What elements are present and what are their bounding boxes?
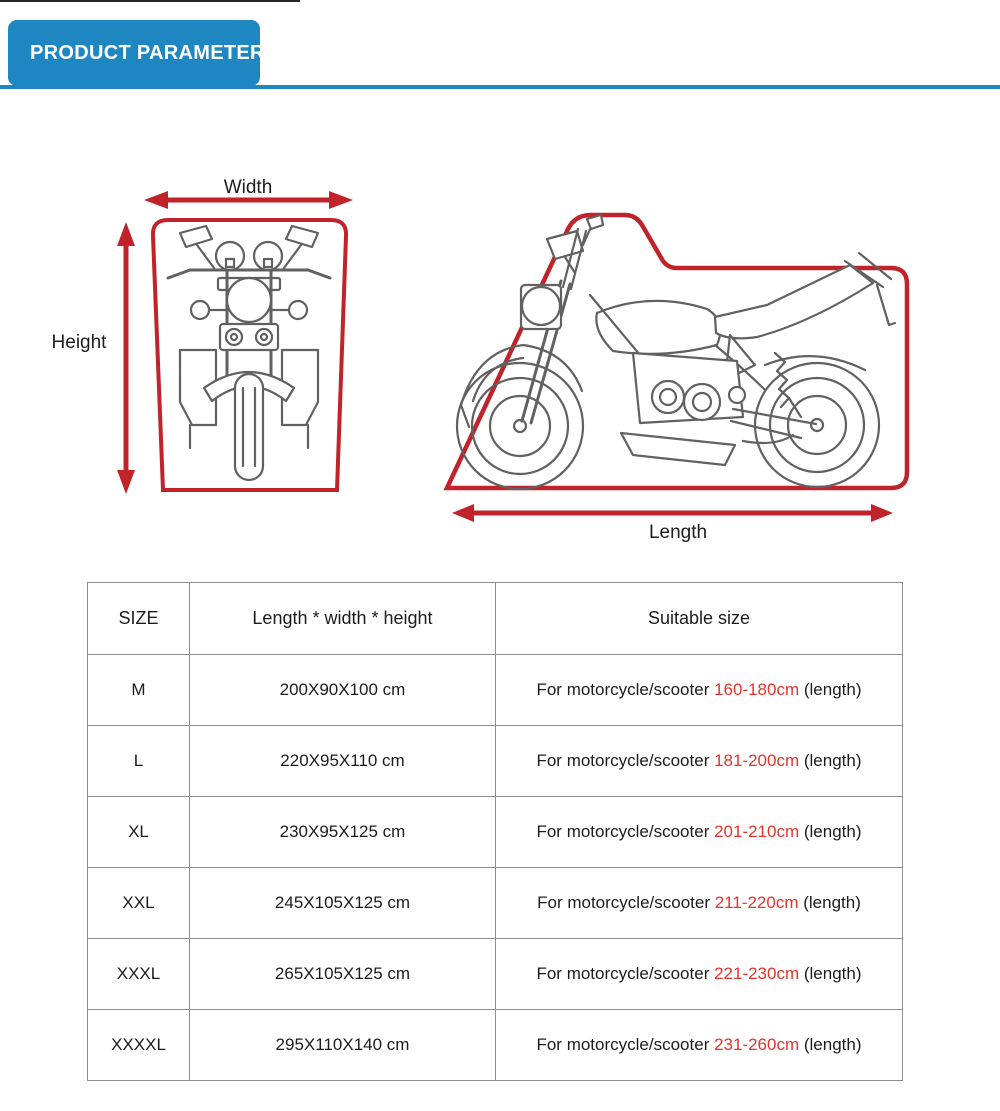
suitable-range: 160-180cm: [714, 680, 800, 699]
length-arrow: [452, 504, 893, 522]
table-row: [88, 797, 903, 868]
table-row: [88, 1010, 903, 1081]
size-table: [87, 582, 903, 1081]
size-cell: XXXXL: [88, 1010, 190, 1081]
dimensions-cell: 265X105X125 cm: [190, 939, 496, 1010]
table-row: [88, 868, 903, 939]
suitable-range: 201-210cm: [714, 822, 800, 841]
suitable-range: 181-200cm: [714, 751, 800, 770]
suitable-cell: For motorcycle/scooter 221-230cm (length): [496, 939, 903, 1010]
col-header-dimensions: Length * width * height: [190, 583, 496, 655]
suitable-range: 231-260cm: [714, 1035, 800, 1054]
suitable-range: 221-230cm: [714, 964, 800, 983]
motorcycle-front-art: [168, 226, 330, 480]
size-cell: L: [88, 726, 190, 797]
table-row: [88, 655, 903, 726]
dimensions-cell: 220X95X110 cm: [190, 726, 496, 797]
size-cell: XL: [88, 797, 190, 868]
size-cell: XXXL: [88, 939, 190, 1010]
dimensions-cell: 200X90X100 cm: [190, 655, 496, 726]
col-header-suitable: Suitable size: [496, 583, 903, 655]
dimensions-cell: 245X105X125 cm: [190, 868, 496, 939]
suitable-cell: For motorcycle/scooter 231-260cm (length): [496, 1010, 903, 1081]
suitable-cell: For motorcycle/scooter 211-220cm (length): [496, 868, 903, 939]
side-view-diagram: [425, 195, 940, 555]
suitable-cell: For motorcycle/scooter 181-200cm (length): [496, 726, 903, 797]
table-header-row: [88, 583, 903, 655]
top-edge-line: [0, 0, 300, 2]
width-label: Width: [223, 177, 273, 198]
suitable-cell: For motorcycle/scooter 201-210cm (length): [496, 797, 903, 868]
size-cell: XXL: [88, 868, 190, 939]
section-banner: [8, 20, 279, 86]
length-label: Length: [648, 522, 708, 543]
dimensions-cell: 230X95X125 cm: [190, 797, 496, 868]
suitable-cell: For motorcycle/scooter 160-180cm (length): [496, 655, 903, 726]
motorcycle-side-art: [457, 215, 895, 489]
col-header-size: SIZE: [88, 583, 190, 655]
table-row: [88, 726, 903, 797]
section-title: PRODUCT PARAMETERS: [30, 41, 279, 64]
height-arrow: [117, 222, 135, 494]
front-view-diagram: [40, 160, 360, 520]
dimensions-cell: 295X110X140 cm: [190, 1010, 496, 1081]
suitable-range: 211-220cm: [714, 893, 799, 912]
height-label: Height: [51, 332, 107, 353]
table-row: [88, 939, 903, 1010]
size-cell: M: [88, 655, 190, 726]
banner-divider-line: [0, 85, 1000, 89]
